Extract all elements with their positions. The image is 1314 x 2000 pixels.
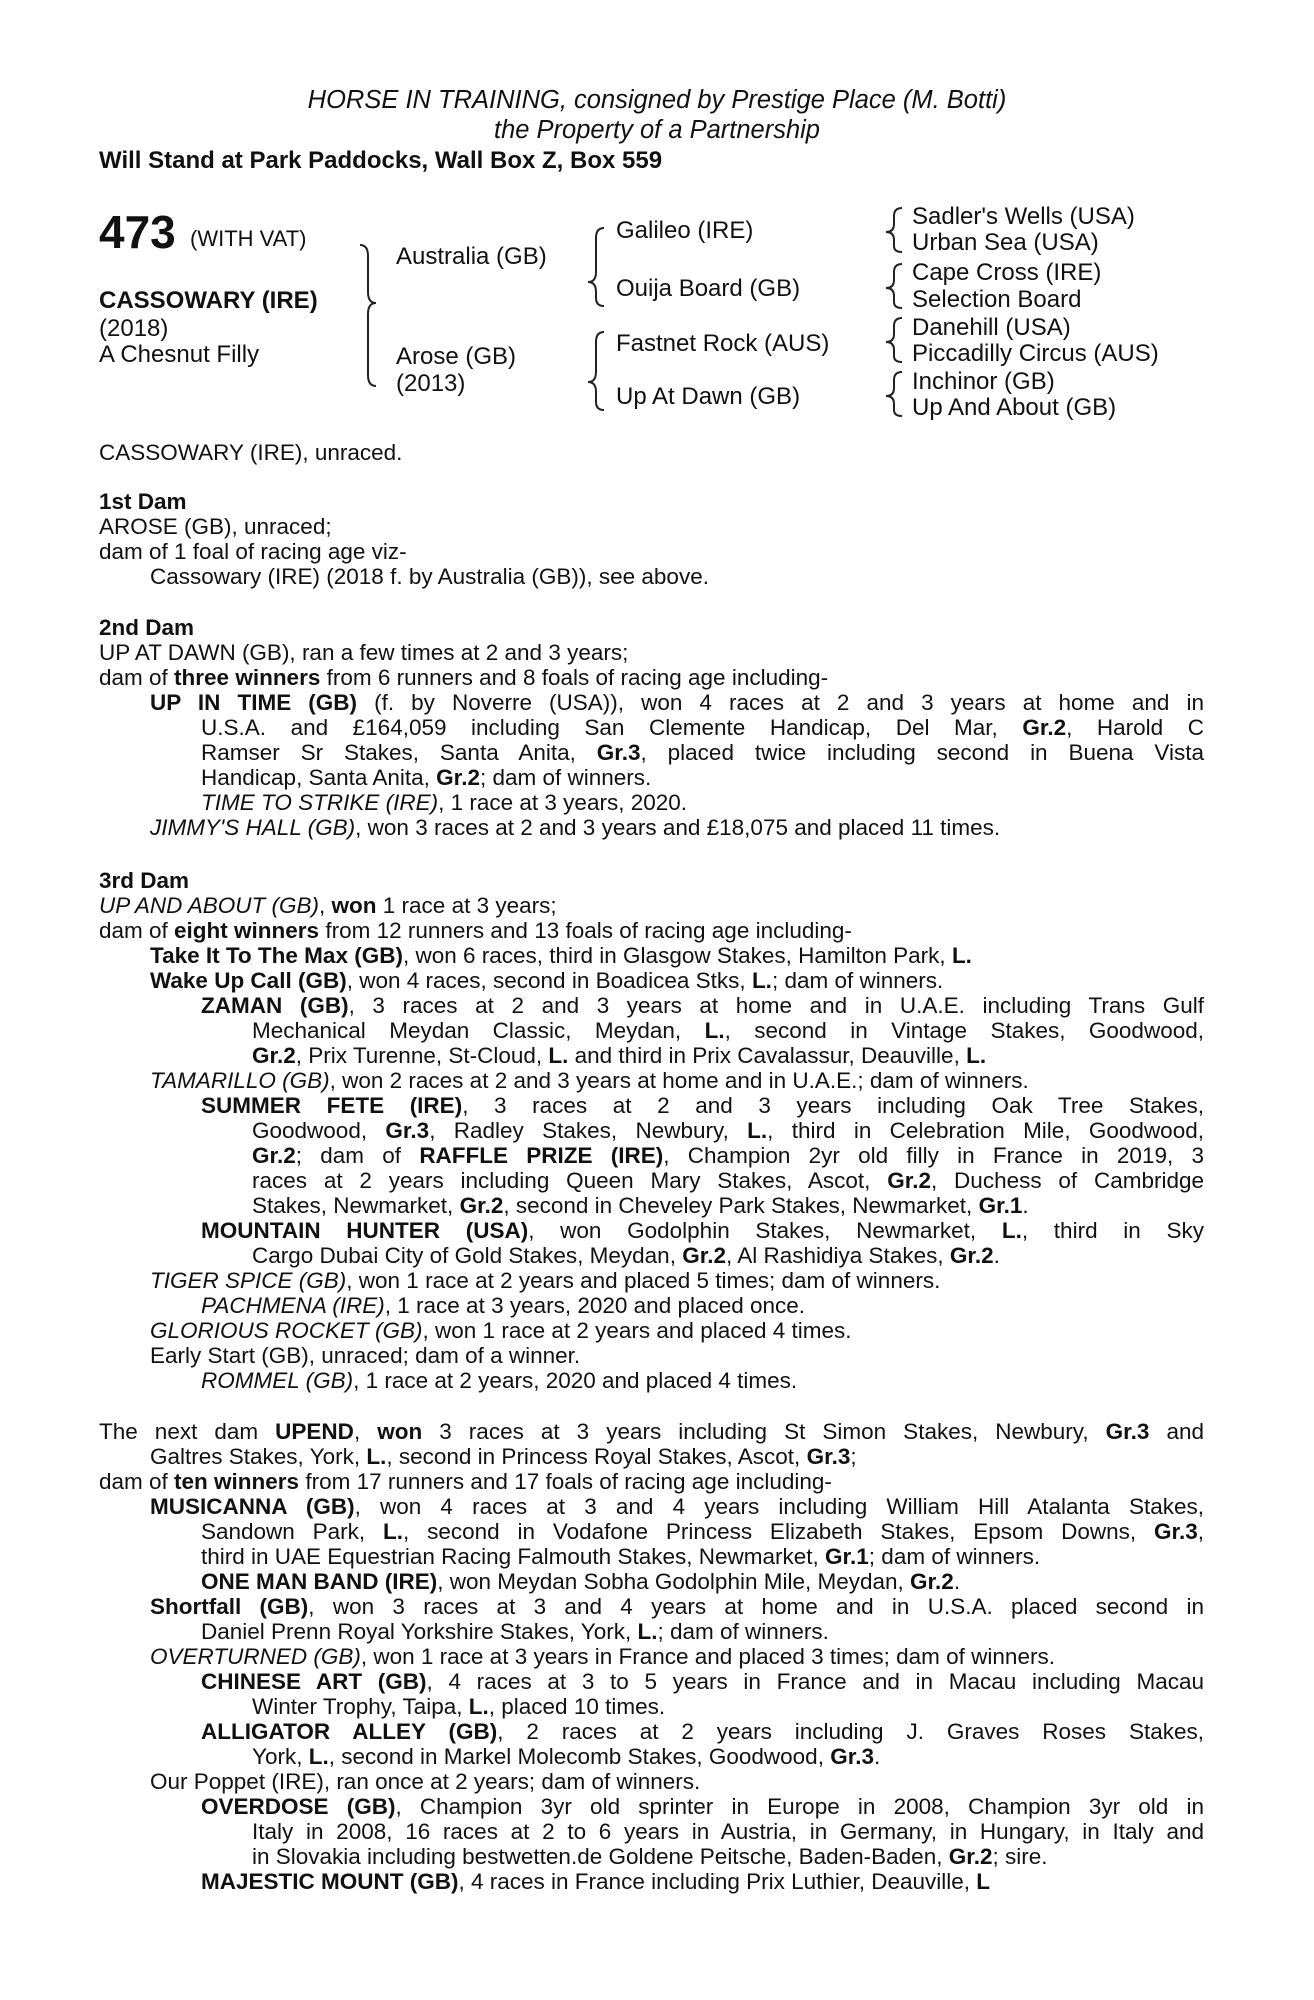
next-dam-line: dam of ten winners from 17 runners and 17 foals of racing age including- — [99, 1469, 832, 1494]
dam-year: (2013) — [396, 370, 466, 397]
produce-line: Stakes, Newmarket, Gr.2, second in Cheveley Park Stakes, Newmarket, Gr.1. — [252, 1193, 1029, 1218]
lot-number: 473 — [99, 206, 176, 258]
produce-line: Early Start (GB), unraced; dam of a winner. — [150, 1343, 581, 1368]
brace-g4 — [886, 372, 902, 416]
produce-line: races at 2 years including Queen Mary Stakes, Ascot, Gr.2, Duchess of Cambridge — [252, 1168, 1205, 1193]
sire-dam: Ouija Board (GB) — [616, 275, 801, 302]
first-dam-produce: Cassowary (IRE) (2018 f. by Australia (GB)), see above. — [150, 564, 709, 589]
second-dam-heading: 2nd Dam — [99, 615, 195, 640]
produce-line: SUMMER FETE (IRE), 3 races at 2 and 3 years including Oak Tree Stakes, — [201, 1093, 1204, 1118]
produce-line: ALLIGATOR ALLEY (GB), 2 races at 2 years including J. Graves Roses Stakes, — [201, 1719, 1204, 1744]
produce-line: U.S.A. and £164,059 including San Clemente Handicap, Del Mar, Gr.2, Harold C — [201, 715, 1204, 740]
first-dam-line: AROSE (GB), unraced; — [99, 514, 332, 539]
second-dam-line: UP AT DAWN (GB), ran a few times at 2 and 3 years; — [99, 640, 629, 665]
produce-line: CHINESE ART (GB), 4 races at 3 to 5 years in France and in Macau including Macau — [201, 1669, 1204, 1694]
produce-line: Mechanical Meydan Classic, Meydan, L., second in Vintage Stakes, Goodwood, — [252, 1018, 1204, 1043]
produce-line: Sandown Park, L., second in Vodafone Princess Elizabeth Stakes, Epsom Downs, Gr.3, — [201, 1519, 1204, 1544]
ggp-2: Urban Sea (USA) — [912, 229, 1099, 256]
ggp-8: Up And About (GB) — [912, 394, 1117, 421]
produce-line: Cargo Dubai City of Gold Stakes, Meydan, Gr.2, Al Rashidiya Stakes, Gr.2. — [252, 1243, 1000, 1268]
third-dam-line: dam of eight winners from 12 runners and 13 foals of racing age including- — [99, 918, 852, 943]
ggp-3: Cape Cross (IRE) — [912, 259, 1102, 286]
property-heading: the Property of a Partnership — [493, 116, 820, 144]
produce-line: OVERTURNED (GB), won 1 race at 3 years in France and placed 3 times; dam of winners. — [150, 1644, 1055, 1669]
produce-line: in Slovakia including bestwetten.de Goldene Peitsche, Baden-Baden, Gr.2; sire. — [252, 1844, 1048, 1869]
horse-summary: CASSOWARY (IRE), unraced. — [99, 440, 403, 465]
next-dam-line: The next dam UPEND, won 3 races at 3 years including St Simon Stakes, Newbury, Gr.3 and — [99, 1419, 1205, 1444]
produce-line: Goodwood, Gr.3, Radley Stakes, Newbury, L., third in Celebration Mile, Goodwood, — [252, 1118, 1204, 1143]
third-dam-heading: 3rd Dam — [99, 868, 190, 893]
next-dam-line: Galtres Stakes, York, L., second in Princess Royal Stakes, Ascot, Gr.3; — [150, 1444, 857, 1469]
brace-sire — [588, 228, 604, 306]
horse-name: CASSOWARY (IRE) — [99, 287, 318, 314]
produce-line: Take It To The Max (GB), won 6 races, third in Glasgow Stakes, Hamilton Park, L. — [150, 943, 972, 968]
ggp-6: Piccadilly Circus (AUS) — [912, 340, 1159, 367]
ggp-1: Sadler's Wells (USA) — [912, 203, 1135, 230]
dam-dam: Up At Dawn (GB) — [616, 383, 801, 410]
produce-line: Ramser Sr Stakes, Santa Anita, Gr.3, placed twice including second in Buena Vista — [201, 740, 1204, 765]
produce-line: Winter Trophy, Taipa, L., placed 10 times. — [252, 1694, 666, 1719]
horse-year: (2018) — [99, 315, 169, 342]
brace-g2 — [886, 264, 902, 308]
produce-line: ROMMEL (GB), 1 race at 2 years, 2020 and placed 4 times. — [201, 1368, 798, 1393]
sire-sire: Galileo (IRE) — [616, 217, 754, 244]
sire: Australia (GB) — [396, 243, 547, 270]
first-dam-heading: 1st Dam — [99, 489, 187, 514]
dam: Arose (GB) — [396, 343, 517, 370]
brace-g1 — [886, 208, 902, 252]
produce-line: JIMMY'S HALL (GB), won 3 races at 2 and 3 years and £18,075 and placed 11 times. — [150, 815, 1001, 840]
second-dam-line: dam of three winners from 6 runners and 8 foals of racing age including- — [99, 665, 829, 690]
first-dam-line: dam of 1 foal of racing age viz- — [99, 539, 407, 564]
produce-line: MAJESTIC MOUNT (GB), 4 races in France including Prix Luthier, Deauville, L — [201, 1869, 991, 1894]
ggp-5: Danehill (USA) — [912, 314, 1071, 341]
produce-line: PACHMENA (IRE), 1 race at 3 years, 2020 and placed once. — [201, 1293, 806, 1318]
ggp-4: Selection Board — [912, 286, 1082, 313]
produce-line: third in UAE Equestrian Racing Falmouth Stakes, Newmarket, Gr.1; dam of winners. — [201, 1544, 1041, 1569]
vat-note: (WITH VAT) — [190, 226, 307, 251]
produce-line: Our Poppet (IRE), ran once at 2 years; dam of winners. — [150, 1769, 701, 1794]
produce-line: Handicap, Santa Anita, Gr.2; dam of winners. — [201, 765, 652, 790]
produce-line: Italy in 2008, 16 races at 2 to 6 years in Austria, in Germany, in Hungary, in Italy and — [252, 1819, 1204, 1844]
produce-line: MUSICANNA (GB), won 4 races at 3 and 4 years including William Hill Atalanta Stakes, — [150, 1494, 1204, 1519]
produce-line: Gr.2, Prix Turenne, St-Cloud, L. and third in Prix Cavalassur, Deauville, L. — [252, 1043, 987, 1068]
produce-line: York, L., second in Markel Molecomb Stakes, Goodwood, Gr.3. — [252, 1744, 881, 1769]
ggp-7: Inchinor (GB) — [912, 368, 1055, 395]
produce-line: ZAMAN (GB), 3 races at 2 and 3 years at home and in U.A.E. including Trans Gulf — [201, 993, 1204, 1018]
produce-line: MOUNTAIN HUNTER (USA), won Godolphin Stakes, Newmarket, L., third in Sky — [201, 1218, 1204, 1243]
produce-line: Wake Up Call (GB), won 4 races, second in Boadicea Stks, L.; dam of winners. — [150, 968, 944, 993]
produce-line: GLORIOUS ROCKET (GB), won 1 race at 2 years and placed 4 times. — [150, 1318, 852, 1343]
produce-line: Gr.2; dam of RAFFLE PRIZE (IRE), Champion 2yr old filly in France in 2019, 3 — [252, 1143, 1204, 1168]
produce-line: UP IN TIME (GB) (f. by Noverre (USA)), won 4 races at 2 and 3 years at home and in — [150, 690, 1204, 715]
produce-line: TIME TO STRIKE (IRE), 1 race at 3 years, 2020. — [201, 790, 688, 815]
dam-sire: Fastnet Rock (AUS) — [616, 330, 830, 357]
consignor-heading: HORSE IN TRAINING, consigned by Prestige Place (M. Botti) — [307, 86, 1007, 114]
produce-line: TIGER SPICE (GB), won 1 race at 2 years and placed 5 times; dam of winners. — [150, 1268, 941, 1293]
brace-g3 — [886, 318, 902, 362]
brace-dam — [588, 332, 604, 410]
third-dam-line: UP AND ABOUT (GB), won 1 race at 3 years; — [99, 893, 557, 918]
stable-location: Will Stand at Park Paddocks, Wall Box Z, Box 559 — [99, 147, 663, 174]
produce-line: Shortfall (GB), won 3 races at 3 and 4 years at home and in U.S.A. placed second in — [150, 1594, 1204, 1619]
produce-line: Daniel Prenn Royal Yorkshire Stakes, York, L.; dam of winners. — [201, 1619, 829, 1644]
brace-main — [360, 245, 376, 386]
horse-description: A Chesnut Filly — [99, 341, 260, 368]
produce-line: OVERDOSE (GB), Champion 3yr old sprinter in Europe in 2008, Champion 3yr old in — [201, 1794, 1204, 1819]
produce-line: ONE MAN BAND (IRE), won Meydan Sobha Godolphin Mile, Meydan, Gr.2. — [201, 1569, 961, 1594]
produce-line: TAMARILLO (GB), won 2 races at 2 and 3 years at home and in U.A.E.; dam of winners. — [150, 1068, 1029, 1093]
